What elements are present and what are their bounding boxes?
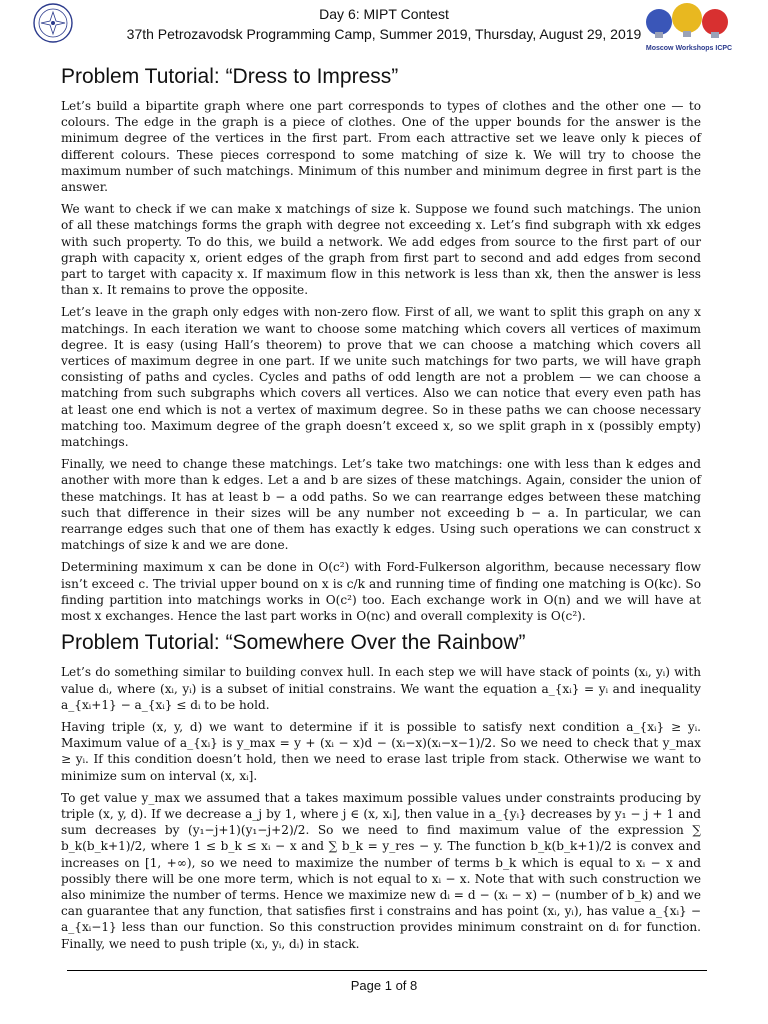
paragraph: Let’s do something similar to building convex hull. In each step we will have stack of points (xᵢ, yᵢ) with value dᵢ, where (xᵢ, yᵢ) is a subset of initial constrains. We want the equation a_{xᵢ} = yᵢ and inequality a_{xᵢ+1} − a_{xᵢ} ≤ dᵢ to be hold. — [61, 665, 701, 712]
paragraph: Having triple (x, y, d) we want to determine if it is possible to satisfy next condition a_{xᵢ} ≥ yᵢ. Maximum value of a_{xᵢ} is y_max = y + (xᵢ − x)d − (xᵢ−x)(xᵢ−x−1)/2. So we need to check that y_max ≥ yᵢ. If this condition doesn’t hold, then we need to erase last triple from stack. Otherwise we want to minimize sum on interval (x, xᵢ]. — [61, 719, 701, 783]
logo-caption: Moscow Workshops ICPC — [645, 45, 733, 52]
paragraph: Determining maximum x can be done in O(c²) with Ford-Fulkerson algorithm, because necessary flow isn’t exceed c. The trivial upper bound on x is c/k and running time of finding one matching is O(kc). So finding partition into matchings works in O(c²) too. Each exchange work in O(n) and we will have at most x exchanges. Hence the last part works in O(nc) and overall complexity is O(c²). — [61, 560, 701, 624]
paragraph: Finally, we need to change these matchings. Let’s take two matchings: one with less than k edges and another with more than k edges. Let a and b are sizes of these matchings. Again, consider the union of these matchings. It has at least b − a odd paths. So we can rearrange edges between these matching such that difference in their sizes will be any number not exceeding b − a. In particular, we can rearrange edges such that one of them has exactly k edges. Using such operations we can construct x matchings of size k and we are done. — [61, 457, 701, 553]
moscow-workshops-logo — [637, 2, 741, 54]
header-camp-info: 37th Petrozavodsk Programming Camp, Summer 2019, Thursday, August 29, 2019 — [126, 26, 642, 42]
footer-divider — [67, 970, 707, 971]
paragraph: Let’s build a bipartite graph where one part corresponds to types of clothes and the other one — to colours. The edge in the graph is a piece of clothes. One of the upper bounds for the answer is the minimum degree of the vertices in the first part. From each attractive set we leave only k pieces of different colours. These pieces correspond to some matching of size k. We will try to choose the maximum number of such matchings. Minimum of this number and minimum degree in first part is the answer. — [61, 99, 701, 195]
page-header — [0, 0, 768, 56]
page-number: Page 1 of 8 — [350, 978, 418, 993]
paragraph: Let’s leave in the graph only edges with non-zero flow. First of all, we want to split this graph on any x matchings. In each iteration we want to choose some matching which covers all vertices of maximum degree. It is easy (using Hall’s theorem) to prove that we can choose a matching which covers all vertices of maximum degree in one part. If we unite such matchings for two parts, we will have graph consisting of paths and cycles. Cycles and paths of odd length are not a problem — we can choose a matching from such subgraphs which covers all vertices. Also we can notice that every even path has at least one end which is not a vertex of maximum degree. So in these paths we can choose necessary matching too. Maximum degree of the graph doesn’t exceed x, so we split graph in x (possibly empty) matchings. — [61, 305, 701, 450]
section-title-somewhere-over-the-rainbow: Problem Tutorial: “Somewhere Over the Rainbow” — [61, 631, 526, 655]
section-title-dress-to-impress: Problem Tutorial: “Dress to Impress” — [61, 65, 399, 88]
header-contest-name: Day 6: MIPT Contest — [319, 6, 449, 22]
page-content — [61, 58, 701, 958]
paragraph: To get value y_max we assumed that a takes maximum possible values under constraints producing by triple (x, y, d). If we decrease a_j by 1, where j ∈ (x, xᵢ], then value in a_{yᵢ} decreases by y₁ − j + 1 and sum decreases by (y₁−j+1)(y₁−j+2)/2. So we need to find maximum value of the expression ∑ b_k(b_k+1)/2, where 1 ≤ b_k ≤ xᵢ − x and ∑ b_k = y_res − y. The function b_k(b_k+1)/2 is convex and increases on [1, +∞), so we need to maximize the number of terms b_k which is equal to xᵢ − x and possibly there will be one more term, which is not equal to xᵢ − x. Note that with such construction we also minimize the number of terms. Hence we maximize new dᵢ = d − (xᵢ − x) − (number of b_k) and we can guarantee that any function, that satisfies first i constrains and has point (xᵢ, yᵢ), has value a_{xᵢ} − a_{xᵢ−1} less than our function. So this construction provides minimum constraint on dᵢ for function. Finally, we need to push triple (xᵢ, yᵢ, dᵢ) in stack. — [61, 790, 701, 951]
paragraph: We want to check if we can make x matchings of size k. Suppose we found such matchings. The union of all these matchings forms the graph with degree not exceeding x. Let’s find subgraph with xk edges with such property. To do this, we build a network. We add edges from source to the first part of our graph with capacity x, orient edges of the graph from first part to second and add edges from second part to target with capacity x. If maximum flow in this network is less than xk, then the answer is less than x. It remains to prove the opposite. — [61, 202, 701, 298]
